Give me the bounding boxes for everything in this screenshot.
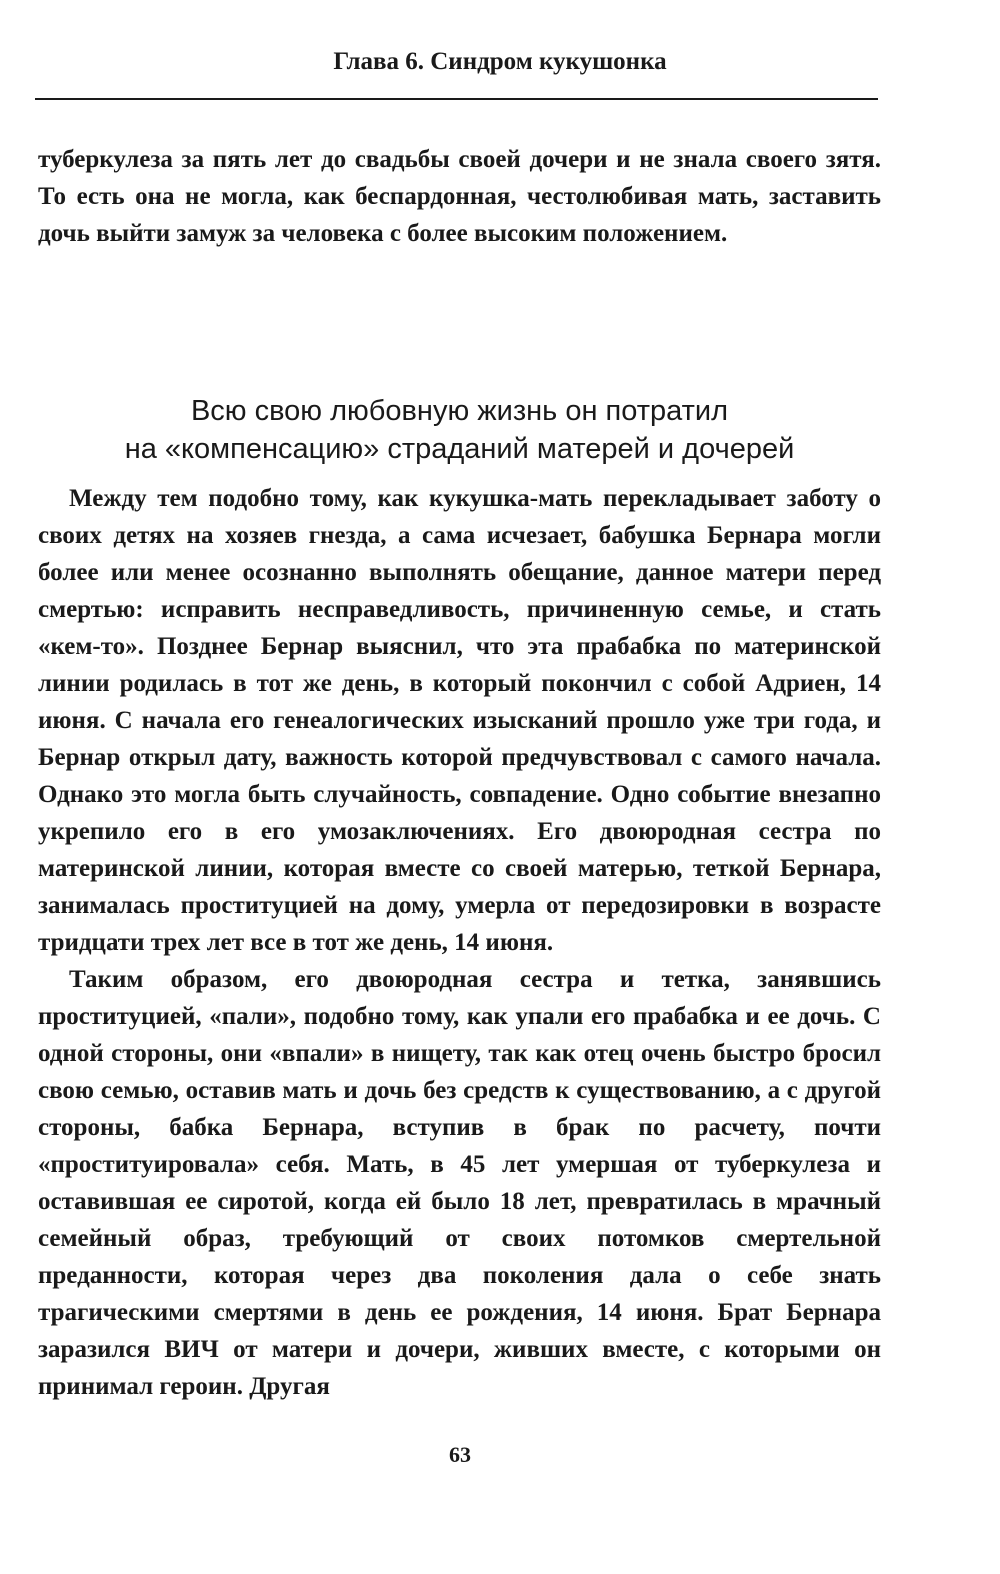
section-heading-line-1: Всю свою любовную жизнь он потратил bbox=[190, 395, 729, 428]
continuation-text bbox=[38, 141, 881, 252]
running-head: Глава 6. Синдром кукушонка bbox=[333, 48, 667, 75]
section-heading bbox=[38, 392, 881, 468]
header-divider bbox=[35, 98, 878, 100]
paragraph: Между тем подобно тому, как кукушка-мать перекладывает заботу о своих детях на хозяев гнезда, а сама исчезает, бабушка Бернара могли более или менее осознанно выполнять обещание, данное матери перед смертью: исправить несправедливость, причиненную семье, и стать «кем-то». Позднее Бернар выяснил, что эта прабабка по материнской линии родилась в тот же день, в который покончил с собой Адриен, 14 июня. С начала его генеалогических изысканий прошло уже три года, и Бернар открыл дату, важность которой предчувствовал с самого начала. Однако это могла быть случайность, совпадение. Одно событие внезапно укрепило его в его умозаключениях. Его двоюродная сестра по материнской линии, которая вместе со своей матерью, теткой Бернара, занималась проституцией на дому, умерла от передозировки в возрасте тридцати трех лет все в тот же день, 14 июня. bbox=[38, 485, 881, 956]
paragraph: Таким образом, его двоюродная сестра и тетка, занявшись проституцией, «пали», подобно тому, как упали его прабабка и ее дочь. С одной стороны, они «впали» в нищету, так как отец очень быстро бросил свою семью, оставив мать и дочь без средств к существованию, а с другой стороны, бабка Бернара, вступив в брак по расчету, почти «проституировала» себя. Мать, в 45 лет умершая от туберкулеза и оставившая ее сиротой, когда ей было 18 лет, превратилась в мрачный семейный образ, требующий от своих потомков смертельной преданности, которая через два поколения дала о себе знать трагическими смертями в день ее рождения, 14 июня. Брат Бернара заразился ВИЧ от матери и дочери, живших вместе, с которыми он принимал героин. Другая bbox=[38, 966, 881, 1400]
section-heading-line-2: на «компенсацию» страданий матерей и дочерей bbox=[124, 433, 795, 466]
page-number: 63 bbox=[449, 1442, 471, 1467]
body-text bbox=[38, 480, 881, 1405]
continuation-paragraph: туберкулеза за пять лет до свадьбы своей дочери и не знала своего зятя. То есть она не могла, как беспардонная, честолюбивая мать, заставить дочь выйти замуж за человека с более высоким положением. bbox=[38, 146, 881, 247]
